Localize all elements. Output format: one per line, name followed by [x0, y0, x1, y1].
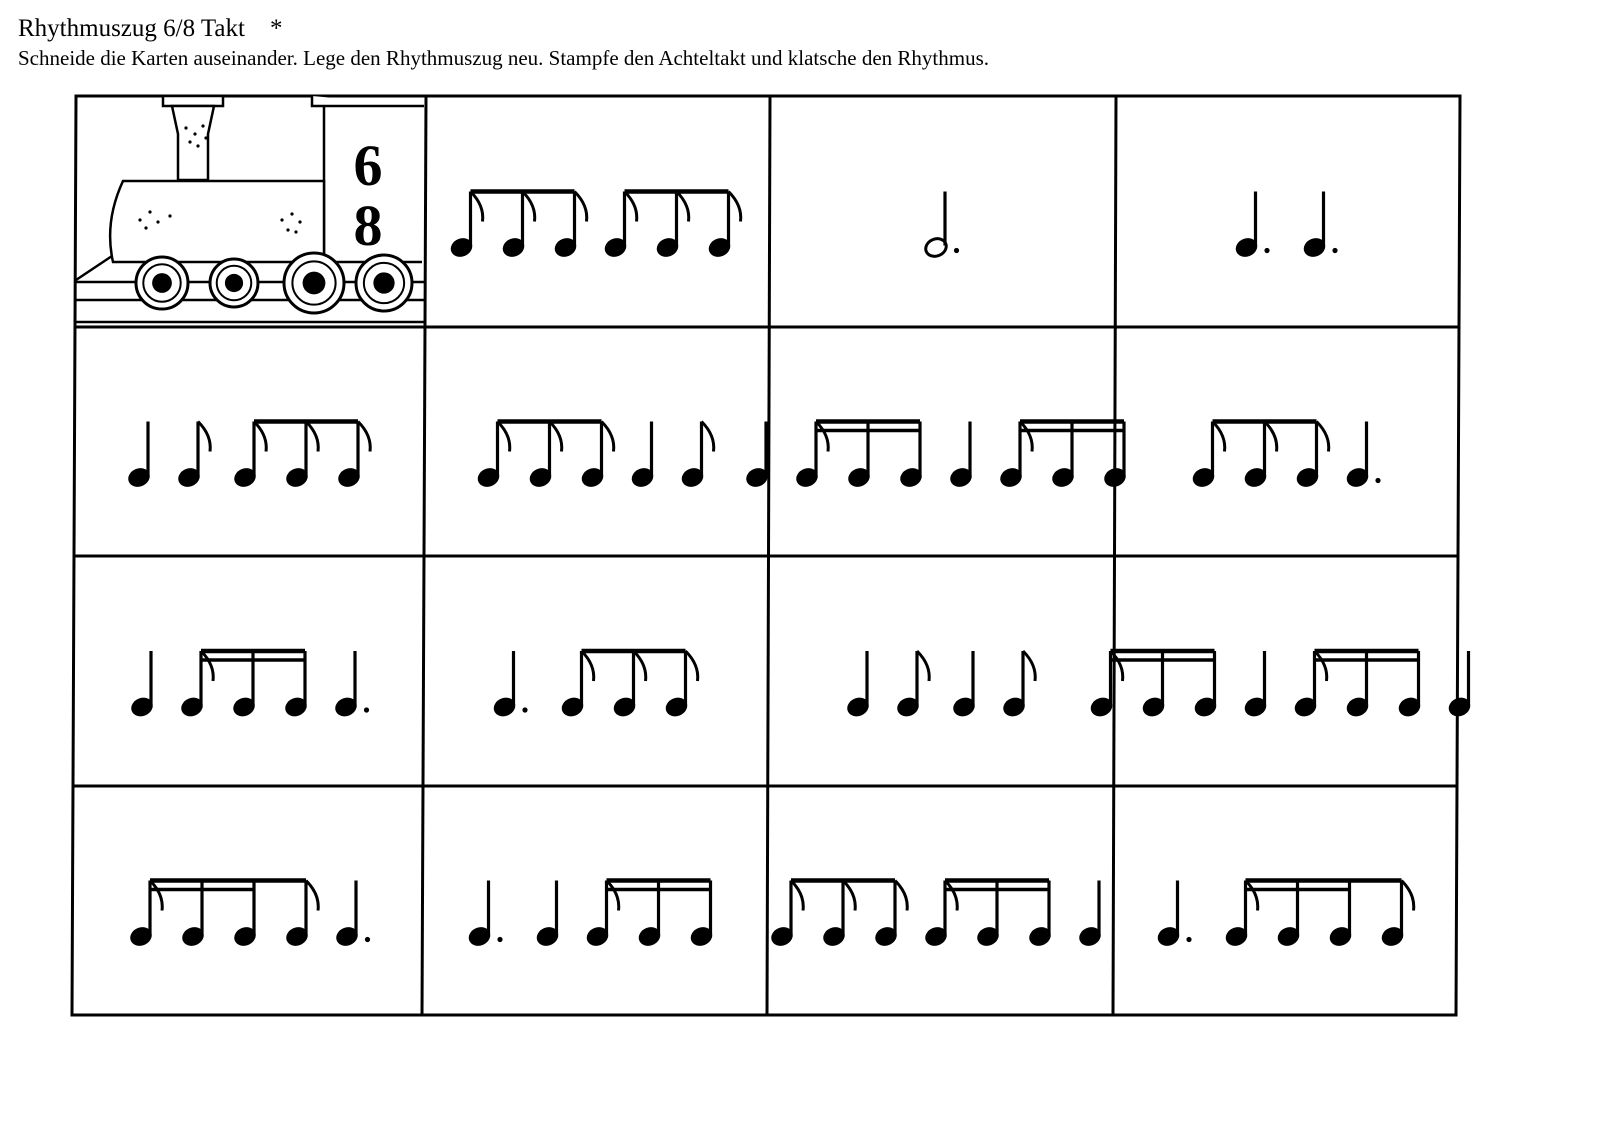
- note-flag: [677, 192, 689, 222]
- rhythm-card: [467, 881, 715, 949]
- instruction-text: Schneide die Karten auseinander. Lege den Rhythmuszug neu. Stampfe den Achteltakt und klatsche den Rhythmus.: [18, 46, 990, 70]
- note-dot: [954, 248, 959, 253]
- note-flag: [582, 651, 594, 681]
- note-flag: [729, 192, 741, 222]
- note-flag: [686, 651, 698, 681]
- rhythm-card: [744, 422, 1128, 490]
- note-dot: [497, 937, 502, 942]
- note-flag: [625, 192, 637, 222]
- rhythm-card: [1234, 192, 1338, 260]
- note-dot: [364, 707, 369, 712]
- rhythm-card: [492, 651, 698, 719]
- note-flag: [1023, 651, 1035, 681]
- note-flag: [1020, 422, 1032, 452]
- rhythm-card: [1156, 881, 1414, 949]
- note-flag: [702, 422, 714, 452]
- note-flag: [791, 881, 803, 911]
- note-flag: [471, 192, 483, 222]
- note-flag: [1402, 881, 1414, 911]
- note-flag: [306, 881, 318, 911]
- note-flag: [1315, 651, 1327, 681]
- note-flag: [1213, 422, 1225, 452]
- note-flag: [254, 422, 266, 452]
- note-flag: [201, 651, 213, 681]
- note-dot: [1375, 478, 1380, 483]
- note-flag: [1265, 422, 1277, 452]
- rhythm-card: [126, 422, 370, 490]
- note-dot: [1264, 248, 1269, 253]
- note-dot: [1332, 248, 1337, 253]
- time-signature-bottom: 8: [353, 193, 383, 258]
- note-dot: [1186, 937, 1191, 942]
- note-flag: [895, 881, 907, 911]
- page-title: Rhythmuszug 6/8 Takt *: [18, 15, 283, 42]
- note-flag: [917, 651, 929, 681]
- note-flag: [550, 422, 562, 452]
- rhythm-card: [1089, 651, 1473, 719]
- note-flag: [634, 651, 646, 681]
- rhythm-card: [449, 192, 741, 260]
- note-flag: [843, 881, 855, 911]
- note-flag: [1111, 651, 1123, 681]
- wheel-hub: [152, 273, 172, 293]
- note-flag: [607, 881, 619, 911]
- wheel-hub: [303, 272, 326, 295]
- note-flag: [1317, 422, 1329, 452]
- rhythm-card: [1191, 422, 1381, 490]
- wheel-hub: [225, 274, 243, 292]
- note-flag: [816, 422, 828, 452]
- note-flag: [523, 192, 535, 222]
- note-flag: [602, 422, 614, 452]
- wheel-hub: [373, 272, 394, 293]
- note-flag: [1246, 881, 1258, 911]
- note-flag: [575, 192, 587, 222]
- rhythm-card: [769, 881, 1103, 949]
- rhythm-card: [128, 881, 370, 949]
- note-flag: [198, 422, 210, 452]
- note-flag: [150, 881, 162, 911]
- note-flag: [498, 422, 510, 452]
- note-dot: [522, 707, 527, 712]
- note-flag: [945, 881, 957, 911]
- rhythm-card: [476, 422, 714, 490]
- note-flag: [306, 422, 318, 452]
- note-flag: [358, 422, 370, 452]
- rhythm-card: [923, 192, 959, 260]
- rhythm-card: [129, 651, 369, 719]
- note-dot: [365, 937, 370, 942]
- rhythm-card: [845, 651, 1035, 719]
- time-signature-top: 6: [353, 133, 383, 198]
